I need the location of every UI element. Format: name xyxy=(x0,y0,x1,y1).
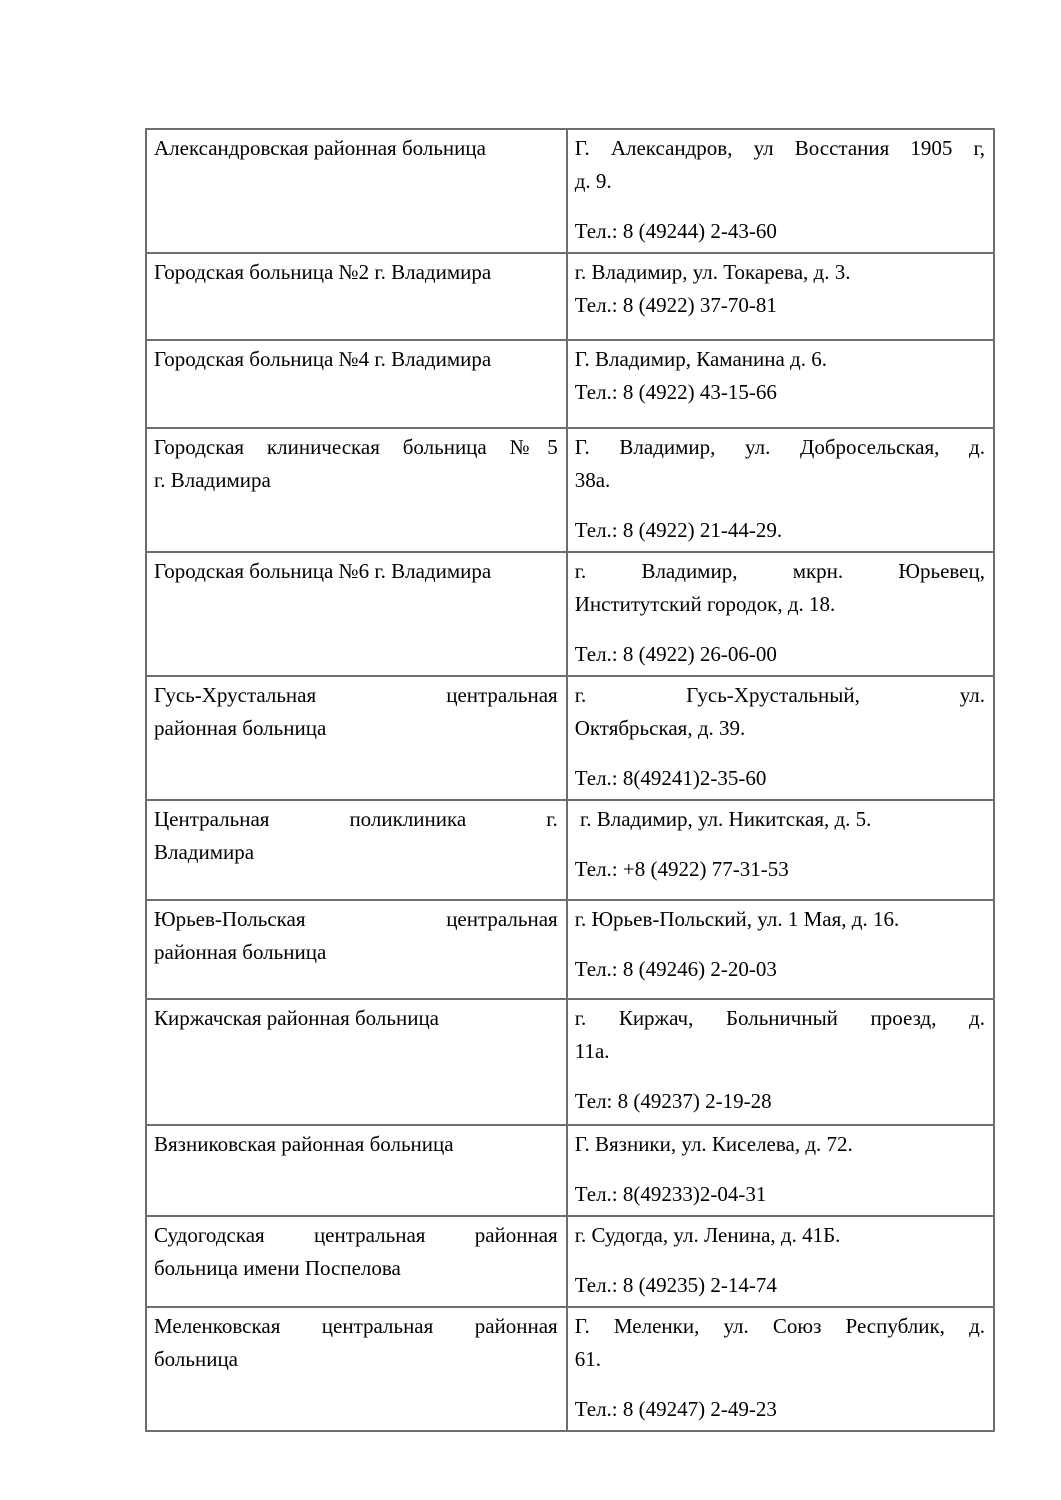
hospital-address xyxy=(575,555,985,621)
hospital-address xyxy=(575,1128,985,1161)
hospital-name-line: Центральная поликлиника г. xyxy=(154,807,558,831)
hospital-name-cell xyxy=(146,800,567,900)
hospital-contact-cell xyxy=(567,1216,994,1307)
hospital-address-line: Г. Меленки, ул. Союз Республик, д. xyxy=(574,1314,985,1338)
hospital-address-line: Г. Владимир, Каманина д. 6. xyxy=(574,347,827,371)
hospital-phone: Тел.: 8(49241)2-35-60 xyxy=(574,766,767,790)
hospital-contact-cell xyxy=(567,1125,994,1216)
hospital-name-line: Александровская районная больница xyxy=(154,136,486,160)
hospital-contact-cell xyxy=(567,800,994,900)
hospital-address-line: Г. Вязники, ул. Киселева, д. 72. xyxy=(574,1132,853,1156)
hospital-name-line: Гусь-Хрустальная центральная xyxy=(154,683,558,707)
hospital-address-line: г. Владимир, ул. Никитская, д. 5. xyxy=(574,807,872,831)
hospital-address xyxy=(575,679,985,745)
hospital-name-line: Городская больница №2 г. Владимира xyxy=(154,260,492,284)
hospital-address-line: 11а. xyxy=(574,1039,610,1063)
hospital-name-line: Городская клиническая больница №5 xyxy=(154,435,558,459)
hospital-name-cell xyxy=(146,1125,567,1216)
hospitals-table xyxy=(145,128,995,1432)
hospital-name-line: районная больница xyxy=(154,940,327,964)
hospital-phone: Тел.: 8 (4922) 43-15-66 xyxy=(574,380,777,404)
hospital-name-cell xyxy=(146,428,567,552)
hospital-address-line: г. Судогда, ул. Ленина, д. 41Б. xyxy=(574,1223,841,1247)
hospital-address-line: г. Гусь-Хрустальный, ул. xyxy=(574,683,985,707)
hospital-address xyxy=(575,132,985,198)
hospital-name-line: Городская больница №6 г. Владимира xyxy=(154,559,492,583)
hospital-address-line: г. Юрьев-Польский, ул. 1 Мая, д. 16. xyxy=(574,907,900,931)
hospital-phone: Тел.: 8 (49244) 2-43-60 xyxy=(574,219,777,243)
hospital-address-line: г. Владимир, мкрн. Юрьевец, xyxy=(574,559,985,583)
hospital-address xyxy=(575,256,985,289)
hospital-phone: Тел.: 8 (49247) 2-49-23 xyxy=(574,1397,777,1421)
table-row xyxy=(146,900,994,999)
hospital-address-line: Институтский городок, д. 18. xyxy=(574,592,836,616)
hospital-name-cell xyxy=(146,999,567,1125)
hospital-name-line: Меленковская центральная районная xyxy=(154,1314,558,1338)
hospital-contact-cell xyxy=(567,552,994,676)
hospital-address-line: Г. Александров, ул Восстания 1905 г, xyxy=(574,136,985,160)
hospital-address-line: 38а. xyxy=(574,468,611,492)
table-row xyxy=(146,1125,994,1216)
hospital-phone: Тел.: 8 (49246) 2-20-03 xyxy=(574,957,777,981)
hospital-address xyxy=(575,803,985,836)
hospital-phone: Тел.: 8(49233)2-04-31 xyxy=(574,1182,767,1206)
hospital-contact-cell xyxy=(567,253,994,340)
hospital-name-line: г. Владимира xyxy=(154,468,271,492)
hospital-address-line: д. 9. xyxy=(574,169,612,193)
hospital-phone: Тел: 8 (49237) 2-19-28 xyxy=(574,1089,772,1113)
hospitals-table-body xyxy=(146,129,994,1431)
hospital-name-cell xyxy=(146,1216,567,1307)
hospital-contact-cell xyxy=(567,340,994,428)
hospital-contact-cell xyxy=(567,428,994,552)
table-row xyxy=(146,428,994,552)
hospital-phone: Тел.: 8 (4922) 21-44-29. xyxy=(574,518,783,542)
hospital-phone: Тел.: 8 (4922) 37-70-81 xyxy=(574,293,777,317)
hospital-phone: Тел.: 8 (4922) 26-06-00 xyxy=(574,642,777,666)
hospital-name-cell xyxy=(146,253,567,340)
hospital-phone: Тел.: 8 (49235) 2-14-74 xyxy=(574,1273,777,1297)
hospital-address xyxy=(575,431,985,497)
hospital-name-cell xyxy=(146,900,567,999)
hospital-contact-cell xyxy=(567,129,994,253)
hospital-name-cell xyxy=(146,552,567,676)
hospital-name-line: Владимира xyxy=(154,840,255,864)
hospital-address xyxy=(575,1002,985,1068)
hospital-name-cell xyxy=(146,676,567,800)
hospital-name-cell xyxy=(146,1307,567,1431)
hospital-address-line: 61. xyxy=(574,1347,601,1371)
table-row xyxy=(146,1216,994,1307)
hospital-name-line: районная больница xyxy=(154,716,327,740)
hospital-address xyxy=(575,1310,985,1376)
hospital-name-line: Городская больница №4 г. Владимира xyxy=(154,347,492,371)
hospital-name-line: Юрьев-Польская центральная xyxy=(154,907,558,931)
table-row xyxy=(146,676,994,800)
hospital-name-line: больница xyxy=(154,1347,238,1371)
hospital-address-line: Г. Владимир, ул. Добросельская, д. xyxy=(574,435,985,459)
hospital-name-line: Судогодская центральная районная xyxy=(154,1223,558,1247)
hospital-name-line: Киржачская районная больница xyxy=(154,1006,439,1030)
hospital-address xyxy=(575,903,985,936)
hospital-name-line: Вязниковская районная больница xyxy=(154,1132,454,1156)
table-row xyxy=(146,340,994,428)
hospital-contact-cell xyxy=(567,676,994,800)
table-row xyxy=(146,1307,994,1431)
hospital-address xyxy=(575,343,985,376)
table-row xyxy=(146,552,994,676)
table-row xyxy=(146,129,994,253)
hospital-address-line: г. Киржач, Больничный проезд, д. xyxy=(574,1006,985,1030)
hospital-contact-cell xyxy=(567,900,994,999)
hospital-name-cell xyxy=(146,129,567,253)
hospital-address xyxy=(575,1219,985,1252)
hospital-address-line: г. Владимир, ул. Токарева, д. 3. xyxy=(574,260,851,284)
table-row xyxy=(146,253,994,340)
hospital-address-line: Октябрьская, д. 39. xyxy=(574,716,746,740)
table-row xyxy=(146,999,994,1125)
hospital-contact-cell xyxy=(567,999,994,1125)
hospital-name-line: больница имени Поспелова xyxy=(154,1256,401,1280)
table-row xyxy=(146,800,994,900)
hospital-name-cell xyxy=(146,340,567,428)
hospital-contact-cell xyxy=(567,1307,994,1431)
hospital-phone: Тел.: +8 (4922) 77-31-53 xyxy=(574,857,789,881)
